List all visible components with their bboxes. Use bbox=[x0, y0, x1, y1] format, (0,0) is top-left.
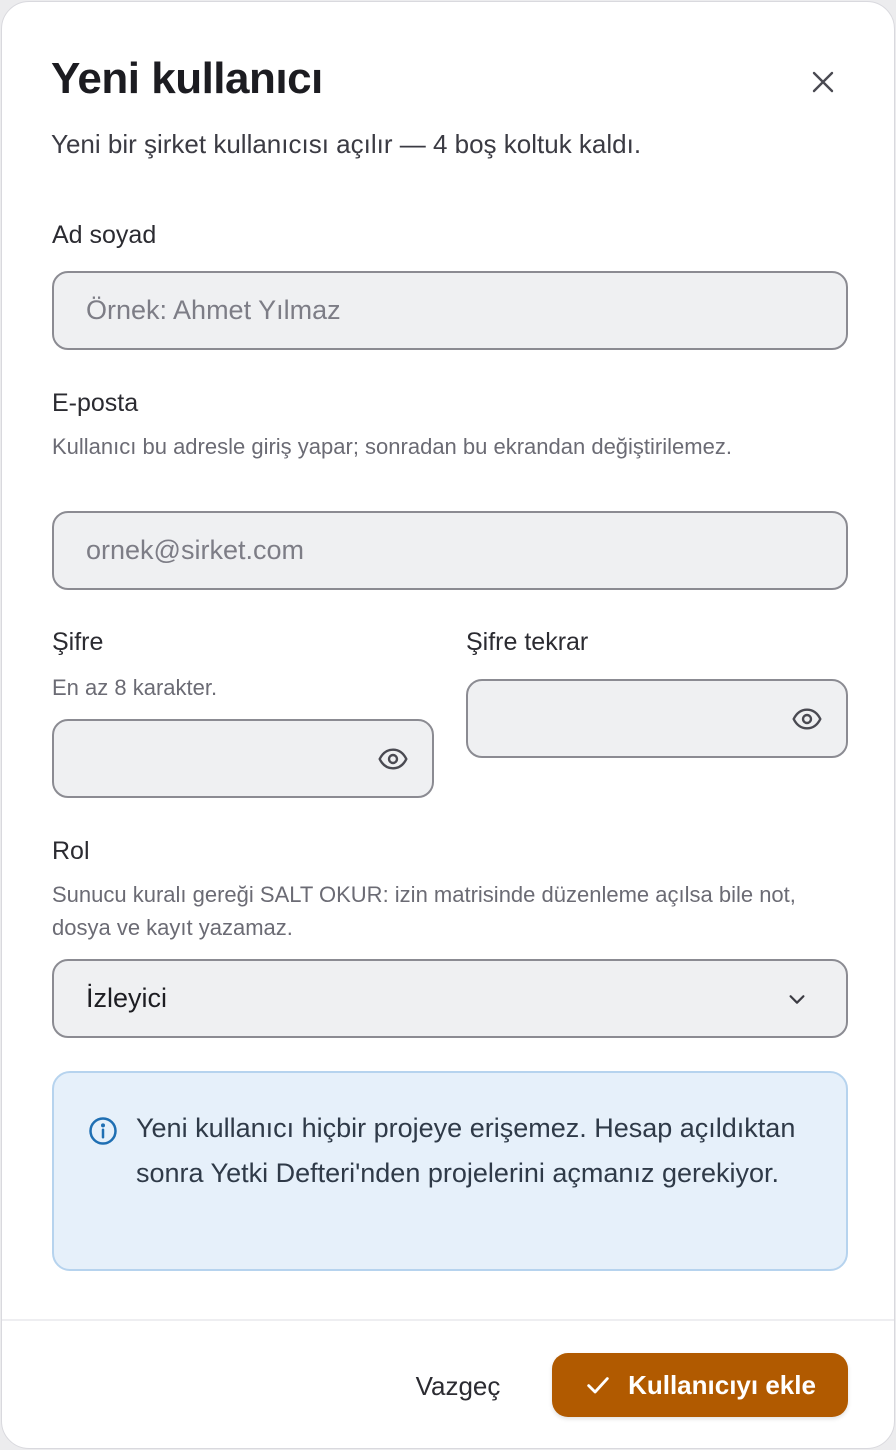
cancel-button[interactable]: Vazgeç bbox=[415, 1370, 501, 1401]
info-icon bbox=[88, 1116, 118, 1146]
dialog-title: Yeni kullanıcı bbox=[51, 54, 323, 103]
password-confirm-visibility-toggle[interactable] bbox=[790, 702, 824, 736]
email-help-text: Kullanıcı bu adresle giriş yapar; sonradan bu ekrandan değiştirilemez. bbox=[52, 434, 732, 459]
check-icon bbox=[584, 1371, 612, 1399]
eye-icon bbox=[377, 743, 409, 775]
email-label: E-posta bbox=[52, 389, 139, 417]
new-user-dialog bbox=[1, 1, 895, 1449]
close-button[interactable] bbox=[802, 61, 844, 103]
chevron-down-icon bbox=[784, 986, 810, 1012]
password-label: Şifre bbox=[52, 628, 104, 656]
email-input[interactable] bbox=[86, 535, 846, 566]
password-confirm-input[interactable] bbox=[500, 703, 780, 734]
name-label: Ad soyad bbox=[52, 221, 157, 249]
footer-divider bbox=[2, 1319, 894, 1321]
info-notice bbox=[52, 1071, 848, 1271]
eye-icon bbox=[791, 703, 823, 735]
name-input[interactable] bbox=[86, 295, 846, 326]
password-help-text: En az 8 karakter. bbox=[52, 675, 218, 700]
role-select[interactable] bbox=[52, 959, 848, 1038]
password-visibility-toggle[interactable] bbox=[376, 742, 410, 776]
email-field[interactable] bbox=[52, 511, 848, 590]
role-help-text: Sunucu kuralı gereği SALT OKUR: izin matrisinde düzenleme açılsa bile not, dosya ve kayıt yazamaz. bbox=[52, 882, 796, 940]
role-label: Rol bbox=[52, 837, 90, 865]
add-user-button-label: Kullanıcıyı ekle bbox=[628, 1369, 816, 1400]
password-input[interactable] bbox=[86, 743, 366, 774]
info-text: Yeni kullanıcı hiçbir projeye erişemez. Hesap açıldıktan sonra Yetki Defteri'nden projelerini açmanız gerekiyor. bbox=[136, 1113, 796, 1188]
password-confirm-field[interactable] bbox=[466, 679, 848, 758]
name-field[interactable] bbox=[52, 271, 848, 350]
role-selected-value: İzleyici bbox=[86, 983, 168, 1013]
add-user-button[interactable] bbox=[552, 1353, 848, 1417]
close-icon bbox=[811, 70, 835, 94]
dialog-subtitle: Yeni bir şirket kullanıcısı açılır — 4 boş koltuk kaldı. bbox=[51, 129, 642, 159]
password-confirm-label: Şifre tekrar bbox=[466, 628, 589, 656]
password-field[interactable] bbox=[52, 719, 434, 798]
